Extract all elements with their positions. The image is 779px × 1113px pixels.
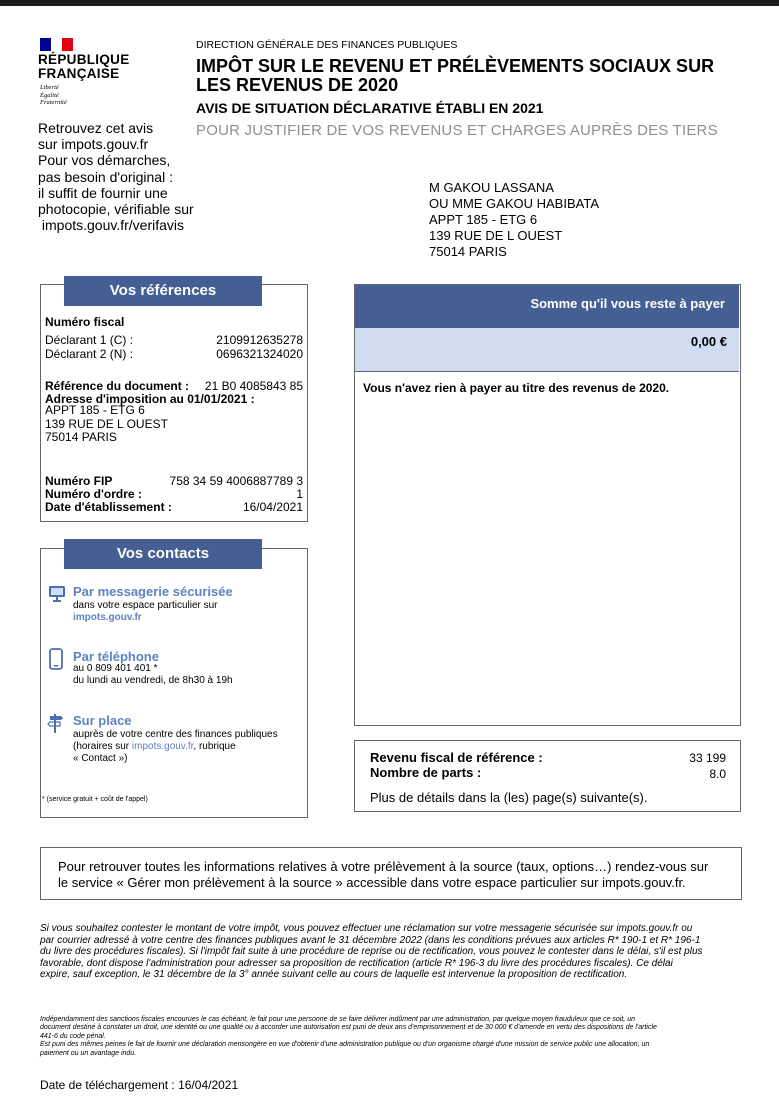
recipient-address: M GAKOU LASSANA OU MME GAKOU HABIBATA APPT 185 - ETG 6 139 RUE DE L OUEST 75014 PARIS <box>429 180 599 259</box>
verification-notice: Retrouvez cet avis sur impots.gouv.fr Pour vos démarches, pas besoin d'original : il suffit de fournir une photocopie, vérifiable sur impots.gouv.fr/verifavis <box>38 120 194 234</box>
adresse-imposition: APPT 185 - ETG 6 139 RUE DE L OUEST 75014 PARIS <box>45 403 168 444</box>
document-title: IMPÔT SUR LE REVENU ET PRÉLÈVEMENTS SOCIAUX SUR LES REVENUS DE 2020 <box>196 56 715 95</box>
date-etablissement-value: 16/04/2021 <box>242 500 303 514</box>
references-title: Vos références <box>64 276 262 306</box>
computer-icon <box>47 584 67 604</box>
messagerie-text: dans votre espace particulier sur <box>73 600 218 611</box>
payment-header: Somme qu'il vous reste à payer <box>355 285 739 328</box>
republique-francaise-logo-text: RÉPUBLIQUE FRANÇAISE <box>38 52 130 81</box>
messagerie-link[interactable]: impots.gouv.fr <box>73 612 142 623</box>
numero-fiscal-label: Numéro fiscal <box>45 315 125 329</box>
parts-value: 8.0 <box>709 767 726 781</box>
justification-label: POUR JUSTIFIER DE VOS REVENUS ET CHARGES AUPRÈS DES TIERS <box>196 122 718 139</box>
contestation-notice: Si vous souhaitez contester le montant de votre impôt, vous pouvez effectuer une réclamation sur votre messagerie sécurisée sur impots.gouv.fr ou par courrier adressé à votre centre des finances publiques avant le 31 décembre 2022 (dans les conditions prévues aux articles R* 190-1 et R* 196-1 du livre des procédures fiscales). Si l'impôt fait suite à une procédure de reprise ou de rectification, vous pouvez le contester dans le délai, s'il est plus favorable, dont dispose l'administration pour adresser sa proposition de rectification (article R* 196-3 du livre des procédures fiscales). Ce délai expire, sauf exception, le 31 décembre de la 3° année suivant celle au cours de laquelle est intervenue la proposition de rectification. <box>40 923 703 981</box>
sur-place-text: auprès de votre centre des finances publiques <box>73 729 278 740</box>
details-note: Plus de détails dans la (les) page(s) suivante(s). <box>370 790 648 805</box>
fip-label: Numéro FIP <box>45 474 113 488</box>
sur-place-rubrique: « Contact ») <box>73 753 128 764</box>
date-etablissement-label: Date d'établissement : <box>45 500 172 514</box>
top-bar <box>0 0 779 6</box>
sur-place-title: Sur place <box>73 713 132 728</box>
payment-message: Vous n'avez rien à payer au titre des revenus de 2020. <box>363 381 670 395</box>
document-subtitle: AVIS DE SITUATION DÉCLARATIVE ÉTABLI EN 2021 <box>196 100 544 116</box>
ordre-label: Numéro d'ordre : <box>45 487 142 501</box>
declarant1-label: Déclarant 1 (C) : <box>45 333 134 347</box>
telephone-number: au 0 809 401 401 * <box>73 663 158 674</box>
download-date: Date de téléchargement : 16/04/2021 <box>40 1078 239 1092</box>
messagerie-title: Par messagerie sécurisée <box>73 584 233 599</box>
adresse-imposition-label: Adresse d'imposition au 01/01/2021 : <box>45 392 255 406</box>
telephone-hours: du lundi au vendredi, de 8h30 à 19h <box>73 675 233 686</box>
rfr-value: 33 199 <box>689 751 726 765</box>
phone-icon <box>48 648 64 670</box>
republic-motto: Liberté Égalité Fraternité <box>40 84 67 106</box>
ref-doc-value: 21 B0 4085843 85 <box>204 379 303 393</box>
declarant1-value: 2109912635278 <box>216 333 303 347</box>
direction-label: DIRECTION GÉNÉRALE DES FINANCES PUBLIQUES <box>196 39 458 51</box>
fip-value: 758 34 59 4006887789 3 <box>169 474 303 488</box>
sur-place-hours: (horaires sur impots.gouv.fr, rubrique <box>73 741 236 752</box>
contacts-title: Vos contacts <box>64 539 262 569</box>
legal-notice: Indépendamment des sanctions fiscales encourues le cas échéant, le fait pour une personne de se faire délivrer indûment par une administration, par quelque moyen frauduleux que ce soit, un document destiné à constater un droit, une identité ou une qualité ou à accorder une autorisation est puni de deux ans d'emprisonnement et de 30 000 € d'amende en vertu des dispositions de l'article 441-6 du code pénal. Est puni des mêmes peines le fait de fournir une déclaration mensongère en vue d'obtenir d'une administration publique ou d'un organisme chargé d'une mission de service public une allocation, un paiement ou un avantage indu. <box>40 1016 657 1057</box>
ordre-value: 1 <box>296 487 303 501</box>
prelevement-info-text: Pour retrouver toutes les informations relatives à votre prélèvement à la source (taux, options…) rendez-vous sur le service « Gérer mon prélèvement à la source » accessible dans votre espace particulier sur impots.gouv.fr. <box>58 859 709 890</box>
parts-label: Nombre de parts : <box>370 765 482 780</box>
telephone-title: Par téléphone <box>73 649 159 664</box>
declarant2-value: 0696321324020 <box>216 347 303 361</box>
ref-doc-label: Référence du document : <box>45 379 190 393</box>
rfr-label: Revenu fiscal de référence : <box>370 750 543 765</box>
payment-amount: 0,00 € <box>355 328 739 372</box>
signpost-icon <box>46 712 66 734</box>
contacts-footnote: * (service gratuit + coût de l'appel) <box>42 796 148 803</box>
french-flag-logo <box>40 38 74 51</box>
declarant2-label: Déclarant 2 (N) : <box>45 347 134 361</box>
